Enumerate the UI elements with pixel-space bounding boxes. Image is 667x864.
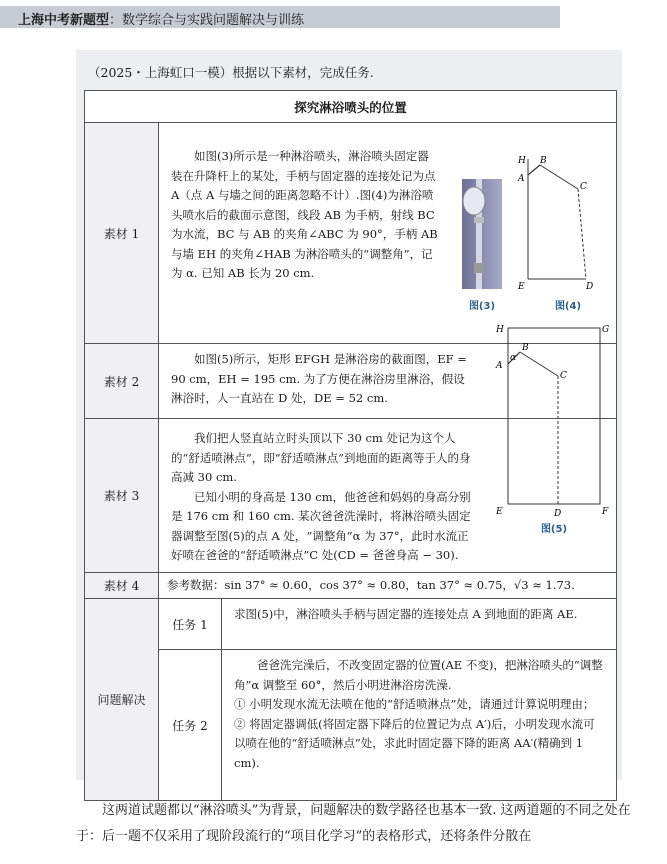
- problem-source: （2025・上海虹口一模）根据以下素材，完成任务.: [88, 65, 374, 80]
- material1-text: 如图(3)所示是一种淋浴喷头，淋浴喷头固定器装在升降杆上的某处，手柄与固定器的连接处记为点 A（点 A 与墙之间的距离忽略不计）.图(4)为淋浴喷头喷水后的截面示意图，线段 AB 为手柄，射线 BC 为水流，BC 与 AB 的夹角∠ABC 为 90°，手柄 AB 与墙 EH 的夹角∠HAB 为淋浴喷头的“调整角”，记为 α. 已知 AB 长为 20 cm.: [171, 149, 438, 280]
- shower-photo: [462, 179, 502, 289]
- solve-label: 问题解决: [85, 599, 159, 801]
- fig5-label-C: C: [560, 371, 567, 381]
- material1-label: 素材 1: [85, 123, 159, 344]
- material2-text: 如图(5)所示，矩形 EFGH 是淋浴房的截面图，EF = 90 cm，EH = 195 cm. 为了方便在淋浴房里淋浴，假设淋浴时，人一直站在 D 处，DE = 52 cm.: [171, 352, 467, 405]
- fig5-label-A: A: [496, 361, 503, 371]
- footer-text: [76, 798, 636, 850]
- fig5-diagram: [494, 320, 614, 530]
- material3-p2: 已知小明的身高是 130 cm，他爸爸和妈妈的身高分别是 176 cm 和 160 cm. 某次爸爸洗澡时，将淋浴喷头固定器调整至图(5)的点 A 处，“调整角”α 为 37°，此时水流正好喷在爸爸的“舒适喷淋点”C 处(CD = 爸爸身高 − 30).: [171, 489, 471, 562]
- fig5-caption: 图(5): [540, 524, 568, 535]
- task1-label: 任务 1: [159, 599, 222, 650]
- page-header: [0, 0, 667, 30]
- fig5-label-E: E: [496, 507, 503, 517]
- footer-paragraph: 这两道试题都以“淋浴喷头”为背景，问题解决的数学路径也基本一致. 这两道题的不同之处在于：后一题不仅采用了现阶段流行的“项目化学习”的表格形式，还将条件分散在: [76, 803, 631, 844]
- material1-cell: [159, 123, 617, 344]
- table-title: 探究淋浴喷头的位置: [85, 91, 617, 123]
- task2-cell: [222, 650, 617, 801]
- material4-label: 素材 4: [85, 572, 159, 599]
- fig5-label-F: F: [602, 507, 609, 517]
- fig4-label-B: B: [540, 156, 547, 166]
- material3-p1: 我们把人竖直站立时头顶以下 30 cm 处记为这个人的“舒适喷淋点”，即“舒适喷淋点”到地面的距离等于人的身高减 30 cm.: [171, 431, 471, 484]
- header-subtitle: ：数学综合与实践问题解决与训练: [109, 13, 305, 28]
- fig3-caption: 图(3): [468, 301, 496, 312]
- fig4-label-E: E: [518, 282, 525, 292]
- task1-text: 求图(5)中，淋浴喷头手柄与固定器的连接处点 A 到地面的距离 AE.: [222, 599, 617, 650]
- fig5-label-G: G: [602, 325, 610, 335]
- header-title: 上海中考新题型: [18, 13, 110, 28]
- fig4-diagram: [516, 153, 606, 293]
- fig5-label-alpha: α: [510, 353, 517, 363]
- task2-p0: 爸爸洗完澡后，不改变固定器的位置(AE 不变)，把淋浴喷头的“调整角”α 调整至 60°，然后小明进淋浴房洗澡.: [234, 658, 603, 692]
- material1-figures: [438, 129, 606, 329]
- fig4-label-C: C: [580, 182, 587, 192]
- fig5-label-H: H: [496, 325, 504, 335]
- task2-p1: ① 小明发现水流无法喷在他的“舒适喷淋点”处，请通过计算说明理由；: [234, 697, 595, 711]
- fig5-label-D: D: [554, 509, 562, 519]
- material3-label: 素材 3: [85, 419, 159, 573]
- header-text: [18, 9, 304, 28]
- fig4-label-D: D: [586, 282, 594, 292]
- fig4-label-A: A: [518, 174, 525, 184]
- material2-label: 素材 2: [85, 344, 159, 419]
- fig4-caption: 图(4): [554, 301, 582, 312]
- fig5-label-B: B: [522, 343, 529, 353]
- task2-label: 任务 2: [159, 650, 222, 801]
- fig4-label-H: H: [518, 156, 526, 166]
- task2-p2: ② 将固定器调低(将固定器下降后的位置记为点 A′)后，小明发现水流可以喷在他的“舒适喷淋点”处，求此时固定器下降的距离 AA′(精确到 1 cm).: [234, 716, 595, 770]
- material4-text: 参考数据：sin 37° ≈ 0.60，cos 37° ≈ 0.80，tan 37° ≈ 0.75，√3 ≈ 1.73.: [159, 572, 617, 599]
